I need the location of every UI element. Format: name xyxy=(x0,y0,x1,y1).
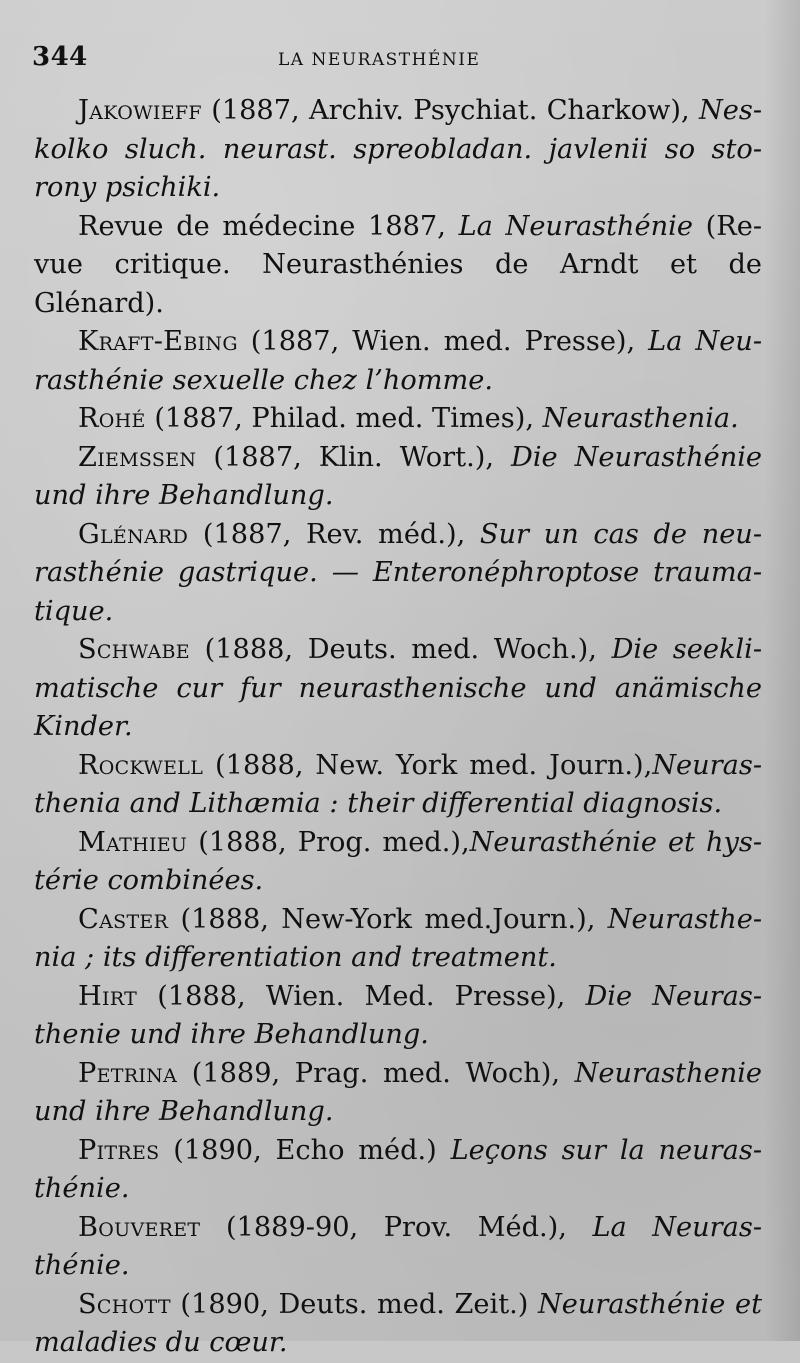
bibliography-list xyxy=(34,92,762,1363)
bibliography-entry xyxy=(34,901,762,978)
bibliography-entry xyxy=(34,208,762,324)
bibliography-entry xyxy=(34,400,762,439)
entry-title: Die seeklimatische cur fur neurasthenische und anämische Kinder. xyxy=(34,634,762,742)
entry-title: Die Neurasthenie und ihre Behandlung. xyxy=(34,980,762,1050)
bibliography-entry xyxy=(34,1209,762,1286)
entry-author: Pitres xyxy=(78,1134,160,1166)
bibliography-entry xyxy=(34,631,762,747)
entry-author: Jakowieff xyxy=(78,95,202,126)
entry-source: (1888, Wien. Med. Presse), xyxy=(137,980,586,1012)
entry-author: Glénard xyxy=(78,518,189,550)
entry-source: (1888, New-York med.Journ.), xyxy=(168,903,608,935)
entry-source: (1890, Echo méd.) xyxy=(159,1134,451,1166)
entry-source: (1887, Philad. med. Times), xyxy=(145,403,543,434)
entry-author: Petrina xyxy=(78,1057,178,1089)
page-number: 344 xyxy=(32,42,88,72)
entry-source: Revue de médecine 1887, xyxy=(78,210,459,242)
bibliography-entry xyxy=(34,439,762,516)
bibliography-entry xyxy=(34,92,762,208)
entry-title: Neurasthénie et hystérie combinées. xyxy=(34,826,762,896)
entry-author: Kraft-Ebing xyxy=(78,326,238,357)
entry-source: (1889, Prag. med. Woch), xyxy=(177,1057,575,1089)
entry-title: Leçons sur la neurasthénie. xyxy=(34,1134,762,1204)
entry-title: Sur un cas de neurasthénie gastrique. — Enteronéphroptose traumatique. xyxy=(34,518,762,627)
bibliography-entry xyxy=(34,1132,762,1209)
entry-source: (1887, Wien. med. Presse), xyxy=(237,326,649,357)
bibliography-entry xyxy=(34,978,762,1055)
bibliography-entry xyxy=(34,1286,762,1363)
entry-author: Rockwell xyxy=(78,749,204,781)
entry-source: (1887, Rev. méd.), xyxy=(188,518,480,550)
entry-author: Schwabe xyxy=(78,634,190,665)
bibliography-entry xyxy=(34,824,762,901)
entry-source: (1888, Prog. med.), xyxy=(187,826,470,858)
entry-source: (1888, New. York med. Journ.), xyxy=(203,749,653,781)
entry-source: (1887, Klin. Wort.), xyxy=(196,441,512,473)
entry-source: (1889-90, Prov. Méd.), xyxy=(200,1211,593,1243)
running-title: LA NEURASTHÉNIE xyxy=(278,50,481,70)
entry-title: La Neurasthénie xyxy=(458,210,693,242)
entry-title: Neurasthenia ; its differentiation and treatment. xyxy=(34,903,762,973)
bibliography-entry xyxy=(34,1055,762,1132)
entry-title: Neurasthenie und ihre Behandlung. xyxy=(34,1057,762,1127)
entry-title: Neurasthenia. xyxy=(542,403,739,434)
entry-source: (1887, Archiv. Psychiat. Charkow), xyxy=(201,95,699,126)
entry-author: Caster xyxy=(78,903,169,935)
entry-author: Hirt xyxy=(78,980,138,1012)
entry-title: Neskolko sluch. neurast. spreobladan. javlenii so storony psichiki. xyxy=(34,95,762,203)
entry-title: Neurasthenia and Lithæmia : their differential diagnosis. xyxy=(34,749,762,819)
bibliography-entry xyxy=(34,747,762,824)
bibliography-entry xyxy=(34,516,762,632)
entry-author: Rohé xyxy=(78,403,146,434)
entry-author: Schott xyxy=(78,1288,171,1320)
entry-author: Ziemssen xyxy=(78,441,197,473)
bibliography-entry xyxy=(34,323,762,400)
entry-title: Neurasthénie et maladies du cœur. xyxy=(34,1288,762,1358)
entry-author: Bouveret xyxy=(78,1211,201,1243)
entry-source: (1890, Deuts. med. Zeit.) xyxy=(170,1288,538,1320)
entry-title: Die Neurasthénie und ihre Behandlung. xyxy=(34,441,763,511)
entry-tail: (Revue critique. Neurasthénies de Arndt et de Glénard). xyxy=(34,210,762,319)
entry-title: La Neurasthénie. xyxy=(34,1211,762,1281)
page-header xyxy=(32,38,732,78)
entry-author: Mathieu xyxy=(78,826,188,858)
entry-title: La Neurasthénie sexuelle chez l’homme. xyxy=(34,326,763,396)
entry-source: (1888, Deuts. med. Woch.), xyxy=(189,634,612,665)
